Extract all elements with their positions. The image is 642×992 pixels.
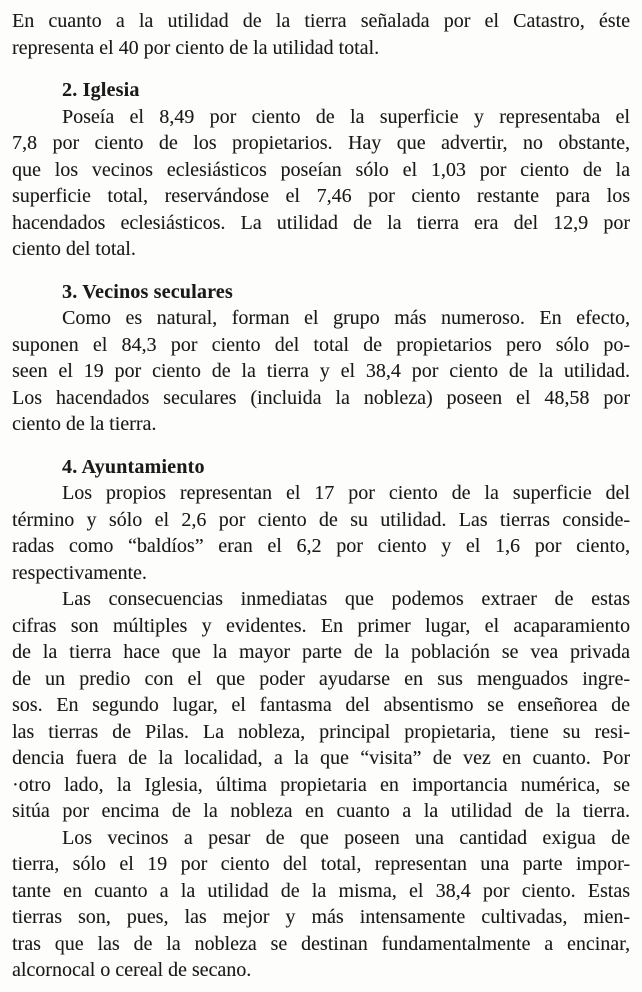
- text-line: alcornocal o cereal de secano.: [12, 959, 252, 981]
- text-line: hacendados eclesiásticos. La utilidad de la tierra era del 12,9 por: [12, 211, 630, 234]
- text-line: término y sólo el 2,6 por ciento de su utilidad. Las tierras conside-: [12, 508, 630, 531]
- text-line: Los hacendados seculares (incluida la nobleza) poseen el 48,58 por: [12, 386, 630, 409]
- text-line: tierra, sólo el 19 por ciento del total, representan una parte impor-: [12, 853, 630, 875]
- section-heading-vecinos-seculares: 3. Vecinos seculares: [62, 280, 233, 303]
- text-line: 7,8 por ciento de los propietarios. Hay que advertir, no obstante,: [12, 132, 630, 154]
- text-line: las tierras de Pilas. La nobleza, principal propietaria, tiene su resi-: [12, 720, 630, 743]
- text-line: En cuanto a la utilidad de la tierra señalada por el Catastro, éste: [12, 10, 630, 32]
- text-line: de un predio con el que poder ayudarse en sus menguados ingre-: [12, 667, 630, 690]
- text-line: superficie total, reservándose el 7,46 por ciento restante para los: [12, 185, 630, 207]
- text-line: Como es natural, forman el grupo más numeroso. En efecto,: [62, 307, 630, 329]
- text-block: [12, 8, 630, 984]
- text-line: radas como “baldíos” eran el 6,2 por ciento y el 1,6 por ciento,: [12, 535, 630, 557]
- text-line: sitúa por encima de la nobleza en cuanto a la utilidad de la tierra.: [12, 800, 630, 822]
- text-line: Los vecinos a pesar de que poseen una cantidad exigua de: [62, 826, 630, 849]
- text-line: Poseía el 8,49 por ciento de la superficie y representaba el: [62, 105, 630, 128]
- text-line: Las consecuencias inmediatas que podemos extraer de estas: [62, 588, 630, 610]
- text-line: tierras son, pues, las mejor y más intensamente cultivadas, mien-: [12, 906, 630, 928]
- text-line: respectivamente.: [12, 561, 147, 584]
- text-line: seen el 19 por ciento de la tierra y el 38,4 por ciento de la utilidad.: [12, 360, 630, 382]
- section-heading-iglesia: 2. Iglesia: [62, 79, 140, 101]
- section-heading-ayuntamiento: 4. Ayuntamiento: [62, 455, 205, 478]
- text-line: tante en cuanto a la utilidad de la misma, el 38,4 por ciento. Estas: [12, 879, 630, 902]
- text-line: de la tierra hace que la mayor parte de la población se vea privada: [12, 641, 630, 663]
- text-line: ciento de la tierra.: [12, 413, 157, 435]
- text-line: Los propios representan el 17 por ciento de la superficie del: [62, 482, 630, 504]
- text-line: dencia fuera de la localidad, a la que “visita” de vez en cuanto. Por: [12, 747, 630, 769]
- text-line: sos. En segundo lugar, el fantasma del absentismo se enseñorea de: [12, 694, 630, 716]
- text-line: que los vecinos eclesiásticos poseían sólo el 1,03 por ciento de la: [12, 158, 630, 181]
- text-line: ciento del total.: [12, 238, 136, 260]
- text-line: ·otro lado, la Iglesia, última propietaria en importancia numérica, se: [12, 773, 630, 796]
- text-line: suponen el 84,3 por ciento del total de propietarios pero sólo po-: [12, 333, 630, 356]
- text-line: representa el 40 por ciento de la utilidad total.: [12, 36, 380, 59]
- text-line: cifras son múltiples y evidentes. En primer lugar, el acaparamiento: [12, 614, 630, 637]
- text-line: tras que las de la nobleza se destinan fundamentalmente a encinar,: [12, 932, 630, 955]
